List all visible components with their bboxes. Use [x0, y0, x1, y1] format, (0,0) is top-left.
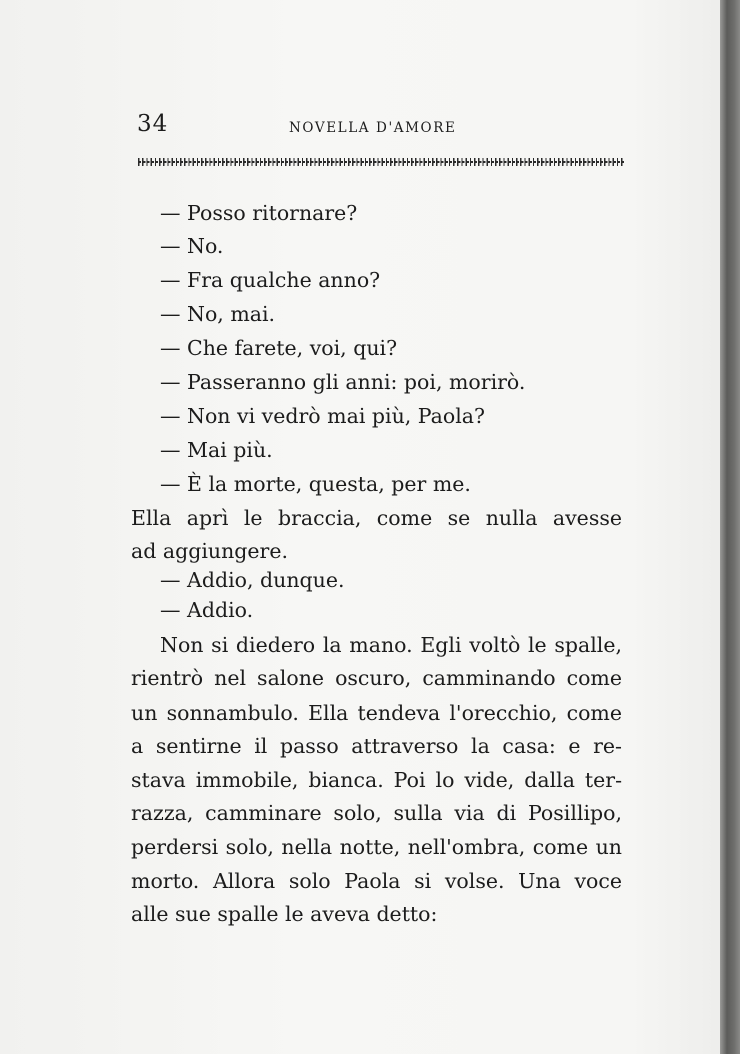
paragraph-line: Ella aprì le braccia, come se nulla avesse [131, 506, 622, 530]
paragraph-line: rientrò nel salone oscuro, camminando come [131, 666, 622, 690]
paragraph-line: ad aggiungere. [131, 539, 288, 563]
paragraph-line: perdersi solo, nella notte, nell'ombra, come un [131, 835, 622, 859]
paragraph-line: morto. Allora solo Paola si volse. Una voce [131, 869, 622, 893]
dialogue-line: — No, mai. [160, 302, 276, 326]
dialogue-line: — Non vi vedrò mai più, Paola? [160, 404, 486, 428]
dialogue-line: — Fra qualche anno? [160, 268, 381, 292]
dialogue-line: — Che farete, voi, qui? [160, 336, 398, 360]
dialogue-line: — Passeranno gli anni: poi, morirò. [160, 370, 526, 394]
dialogue-line: — È la morte, questa, per me. [160, 472, 471, 496]
dialogue-line: — Posso ritornare? [160, 201, 358, 225]
paragraph-line: Non si diedero la mano. Egli voltò le spalle, [160, 633, 622, 657]
page-number: 34 [137, 111, 169, 137]
dialogue-line: — No. [160, 234, 224, 258]
paragraph-line: a sentirne il passo attraverso la casa: e re- [131, 734, 622, 758]
dialogue-line: — Addio. [160, 598, 254, 622]
paragraph-line: razza, camminare solo, sulla via di Posillipo, [131, 801, 622, 825]
dialogue-line: — Mai più. [160, 438, 273, 462]
paragraph-line: un sonnambulo. Ella tendeva l'orecchio, come [131, 701, 622, 725]
paragraph-line: stava immobile, bianca. Poi lo vide, dalla ter- [131, 768, 622, 792]
running-title: NOVELLA D'AMORE [289, 120, 457, 136]
paragraph-line: alle sue spalle le aveva detto: [131, 902, 438, 926]
dialogue-line: — Addio, dunque. [160, 568, 345, 592]
